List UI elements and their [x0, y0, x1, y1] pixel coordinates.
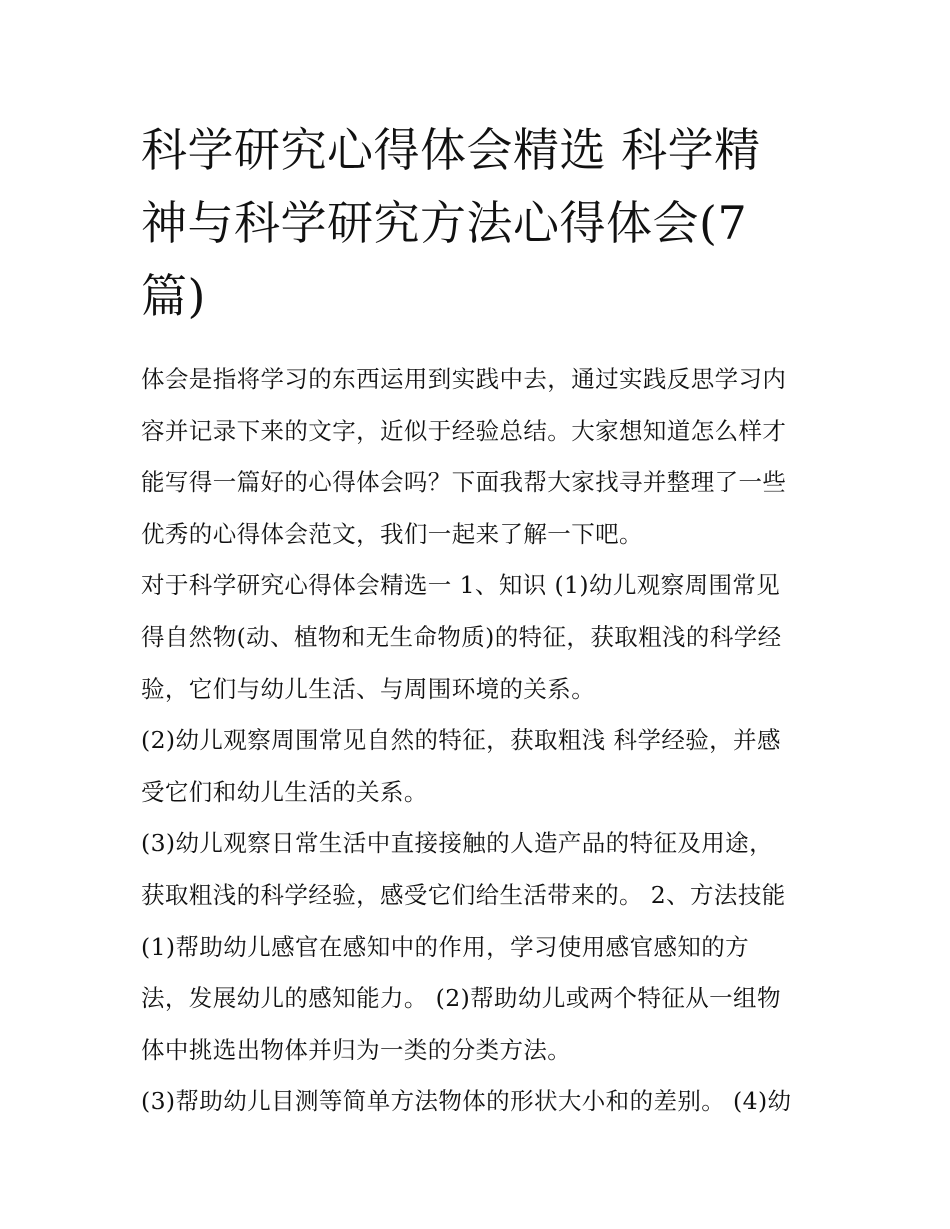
title-line: 神与科学研究方法心得体会(7 — [141, 196, 748, 250]
text-line: 体会是指将学习的东西运用到实践中去，通过实践反思学习内 — [141, 365, 787, 393]
paragraph-methods-3 — [141, 1076, 821, 1128]
paragraph-intro — [141, 354, 821, 560]
document-body — [141, 354, 821, 1128]
text-line: 对于科学研究心得体会精选一 1、知识 (1)幼儿观察周围常见 — [141, 571, 781, 600]
text-line: 体中挑选出物体并归为一类的分类方法。 — [141, 1035, 572, 1064]
text-line: 能写得一篇好的心得体会吗？下面我帮大家找寻并整理了一些 — [141, 468, 787, 497]
title-line: 篇) — [141, 269, 206, 323]
text-line: (3)幼儿观察日常生活中直接接触的人造产品的特征及用途， — [141, 829, 773, 858]
text-line: 优秀的心得体会范文，我们一起来了解一下吧。 — [141, 519, 643, 548]
title-line: 科学研究心得体会精选 科学精 — [141, 123, 761, 177]
text-line: (3)帮助幼儿目测等简单方法物体的形状大小和的差别。 (4)幼 — [141, 1087, 792, 1116]
text-line: (1)帮助幼儿感官在感知中的作用，学习使用感官感知的方 — [141, 932, 750, 961]
text-line: (2)幼儿观察周围常见自然的特征，获取粗浅 科学经验，并感 — [141, 726, 781, 755]
paragraph-item-2 — [141, 715, 821, 818]
text-line: 获取粗浅的科学经验，感受它们给生活带来的。 2、方法技能 — [141, 880, 786, 909]
text-line: 法，发展幼儿的感知能力。 (2)帮助幼儿或两个特征从一组物 — [141, 984, 781, 1013]
paragraph-item-3 — [141, 818, 821, 1076]
text-line: 容并记录下来的文字，近似于经验总结。大家想知道怎么样才 — [141, 416, 787, 445]
text-line: 得自然物(动、植物和无生命物质)的特征，获取粗浅的科学经 — [141, 622, 782, 651]
document-page — [141, 0, 821, 1229]
paragraph-knowledge — [141, 560, 821, 715]
document-title — [141, 114, 821, 333]
text-line: 受它们和幼儿生活的关系。 — [141, 777, 428, 806]
text-line: 验，它们与幼儿生活、与周围环境的关系。 — [141, 674, 596, 703]
